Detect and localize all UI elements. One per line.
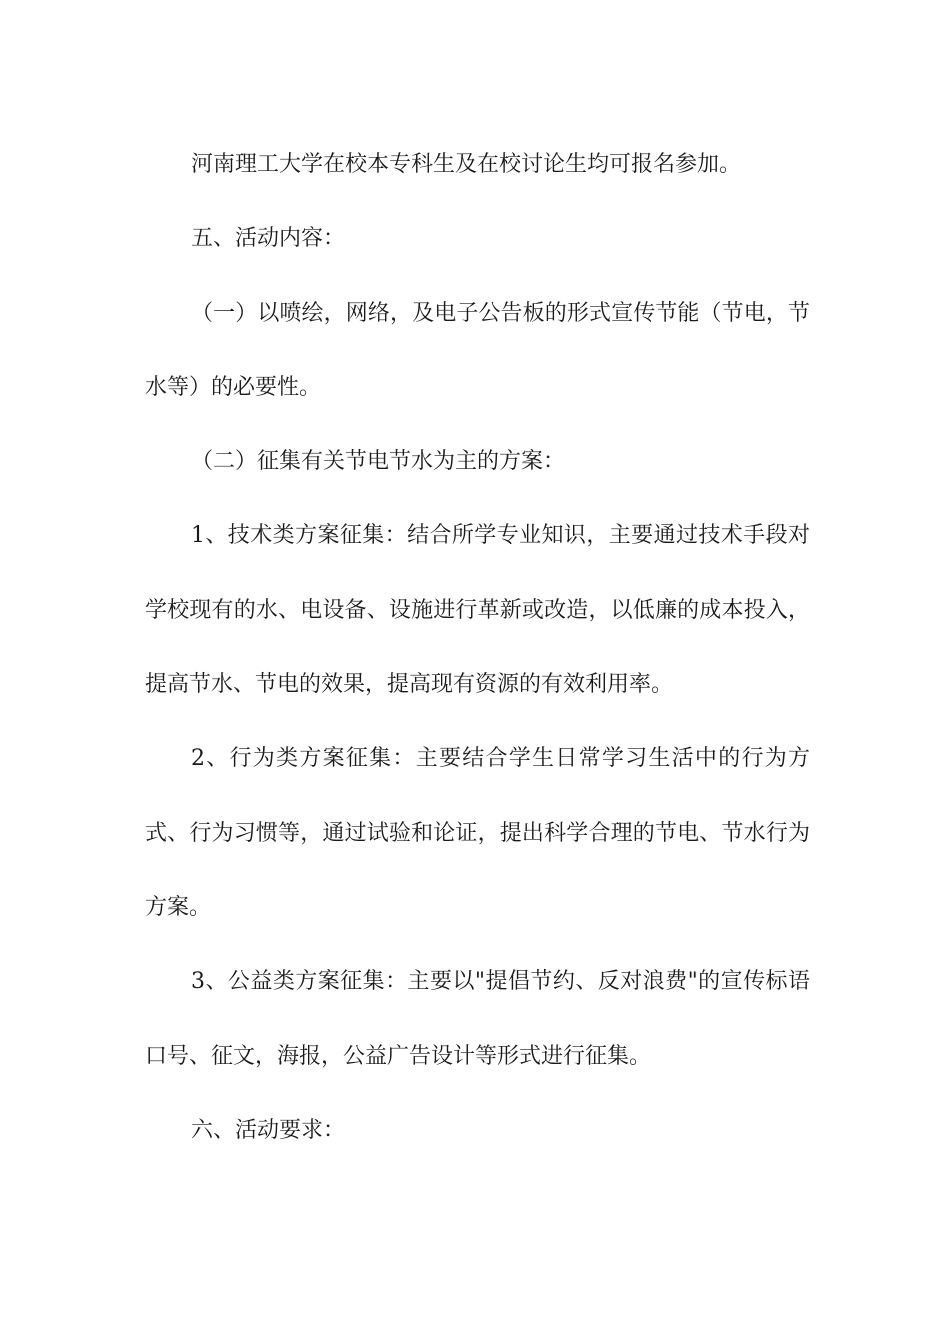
paragraph-proposal-collection: （二）征集有关节电节水为主的方案： (191, 449, 566, 475)
document-body (145, 128, 810, 1168)
paragraph-publicity: （一）以喷绘，网络，及电子公告板的形式宣传节能（节电，节水等）的必要性。 (145, 300, 810, 400)
paragraph-eligibility: 河南理工大学在校本专科生及在校讨论生均可报名参加。 (191, 152, 742, 177)
paragraph-public-welfare-proposals: 3、公益类方案征集：主要以"提倡节约、反对浪费"的宣传标语口号、征文，海报，公益广告设计等形式进行征集。 (145, 969, 810, 1069)
heading-activity-content: 五、活动内容： (191, 226, 346, 252)
paragraph-behavioral-proposals: 2、行为类方案征集：主要结合学生日常学习生活中的行为方式、行为习惯等，通过试验和论证，提出科学合理的节电、节水行为方案。 (145, 746, 810, 920)
heading-activity-requirements: 六、活动要求： (191, 1117, 346, 1143)
paragraph-technical-proposals: 1、技术类方案征集：结合所学专业知识，主要通过技术手段对学校现有的水、电设备、设施进行革新或改造，以低廉的成本投入，提高节水、节电的效果，提高现有资源的有效利用率。 (145, 523, 810, 698)
